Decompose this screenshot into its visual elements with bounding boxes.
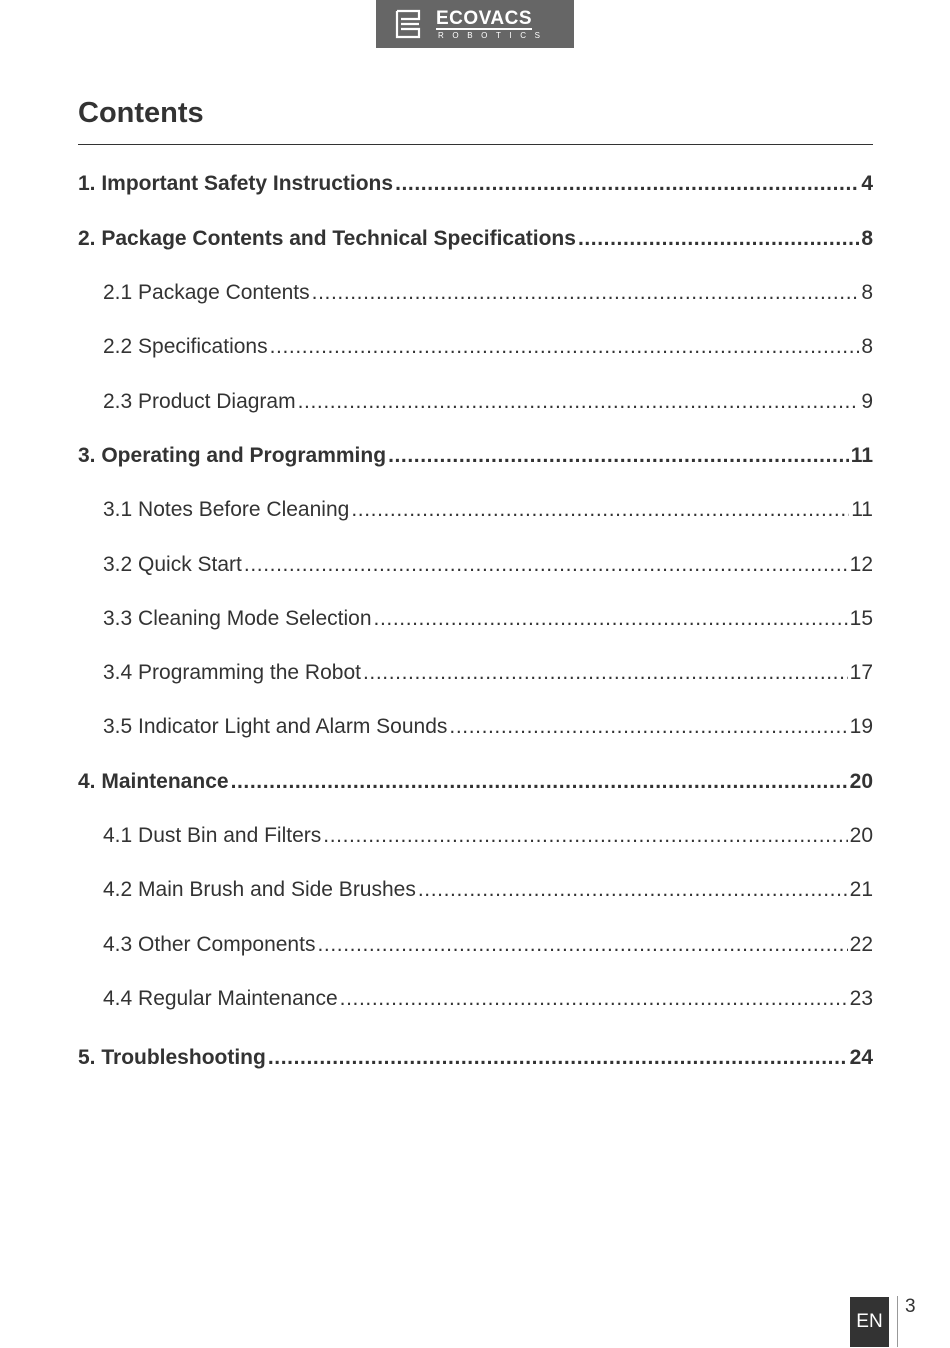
toc-dot-leader	[340, 986, 848, 1012]
toc-dot-leader	[388, 443, 849, 469]
toc-dot-leader	[312, 280, 860, 306]
toc-entry-label: 4.3 Other Components	[103, 933, 316, 956]
toc-dot-leader	[231, 769, 848, 795]
toc-entry-page: 8	[861, 335, 873, 358]
toc-entry-label: 2.2 Specifications	[103, 335, 268, 358]
toc-entry-page: 8	[861, 227, 873, 250]
toc-section-entry[interactable]	[78, 986, 873, 1012]
toc-section-entry[interactable]	[78, 552, 873, 578]
toc-entry-page: 8	[861, 281, 873, 304]
toc-section-entry[interactable]	[78, 823, 873, 849]
toc-dot-leader	[395, 171, 859, 197]
toc-section-entry[interactable]	[78, 497, 873, 523]
toc-chapter-entry[interactable]	[78, 1045, 873, 1071]
toc-dot-leader	[351, 497, 849, 523]
toc-section-entry[interactable]	[78, 389, 873, 415]
page-title: Contents	[78, 97, 204, 129]
toc-entry-label: 2. Package Contents and Technical Specifications	[78, 227, 576, 250]
toc-dot-leader	[270, 334, 860, 360]
toc-entry-page: 19	[849, 715, 873, 738]
language-badge: EN	[850, 1297, 889, 1347]
toc-chapter-entry[interactable]	[78, 171, 873, 197]
toc-dot-leader	[578, 226, 859, 252]
toc-section-entry[interactable]	[78, 714, 873, 740]
toc-entry-label: 3.3 Cleaning Mode Selection	[103, 607, 372, 630]
toc-entry-label: 4. Maintenance	[78, 770, 229, 793]
page-number: 3	[905, 1296, 916, 1317]
toc-entry-page: 4	[861, 172, 873, 195]
toc-dot-leader	[418, 877, 848, 903]
toc-entry-label: 4.2 Main Brush and Side Brushes	[103, 878, 416, 901]
toc-dot-leader	[363, 660, 848, 686]
toc-chapter-entry[interactable]	[78, 443, 873, 469]
toc-entry-label: 3.4 Programming the Robot	[103, 661, 361, 684]
toc-entry-label: 3.1 Notes Before Cleaning	[103, 498, 350, 521]
toc-entry-page: 11	[850, 444, 873, 467]
toc-section-entry[interactable]	[78, 932, 873, 958]
toc-entry-page: 24	[849, 1046, 873, 1069]
toc-entry-page: 12	[849, 553, 873, 576]
toc-dot-leader	[374, 606, 848, 632]
toc-section-entry[interactable]	[78, 334, 873, 360]
toc-dot-leader	[317, 932, 847, 958]
toc-section-entry[interactable]	[78, 280, 873, 306]
toc-entry-label: 2.1 Package Contents	[103, 281, 310, 304]
toc-dot-leader	[268, 1045, 848, 1071]
title-divider	[78, 144, 873, 145]
toc-chapter-entry[interactable]	[78, 769, 873, 795]
toc-section-entry[interactable]	[78, 660, 873, 686]
toc-entry-label: 4.4 Regular Maintenance	[103, 987, 338, 1010]
toc-dot-leader	[323, 823, 847, 849]
toc-entry-page: 9	[861, 390, 873, 413]
toc-entry-page: 15	[849, 607, 873, 630]
toc-entry-label: 1. Important Safety Instructions	[78, 172, 394, 195]
logo-brand-text: ECOVACS	[436, 8, 533, 29]
toc-entry-page: 21	[849, 878, 873, 901]
toc-entry-page: 17	[849, 661, 873, 684]
logo-sub-text: ROBOTICS	[438, 31, 549, 40]
toc-dot-leader	[244, 552, 848, 578]
toc-entry-page: 20	[849, 770, 873, 793]
toc-chapter-entry[interactable]	[78, 226, 873, 252]
toc-entry-label: 3.5 Indicator Light and Alarm Sounds	[103, 715, 448, 738]
ecovacs-logo	[376, 0, 574, 48]
toc-entry-label: 3.2 Quick Start	[103, 553, 242, 576]
toc-entry-label: 5. Troubleshooting	[78, 1046, 266, 1069]
toc-dot-leader	[449, 714, 847, 740]
toc-entry-page: 23	[849, 987, 873, 1010]
toc-entry-label: 4.1 Dust Bin and Filters	[103, 824, 322, 847]
toc-entry-page: 20	[849, 824, 873, 847]
toc-entry-label: 2.3 Product Diagram	[103, 390, 296, 413]
toc-entry-page: 22	[849, 933, 873, 956]
ecovacs-logo-mark-icon	[395, 9, 421, 39]
toc-section-entry[interactable]	[78, 877, 873, 903]
toc-entry-label: 3. Operating and Programming	[78, 444, 387, 467]
toc-section-entry[interactable]	[78, 606, 873, 632]
toc-dot-leader	[298, 389, 860, 415]
footer-divider	[897, 1296, 898, 1347]
toc-entry-page: 11	[851, 498, 873, 521]
